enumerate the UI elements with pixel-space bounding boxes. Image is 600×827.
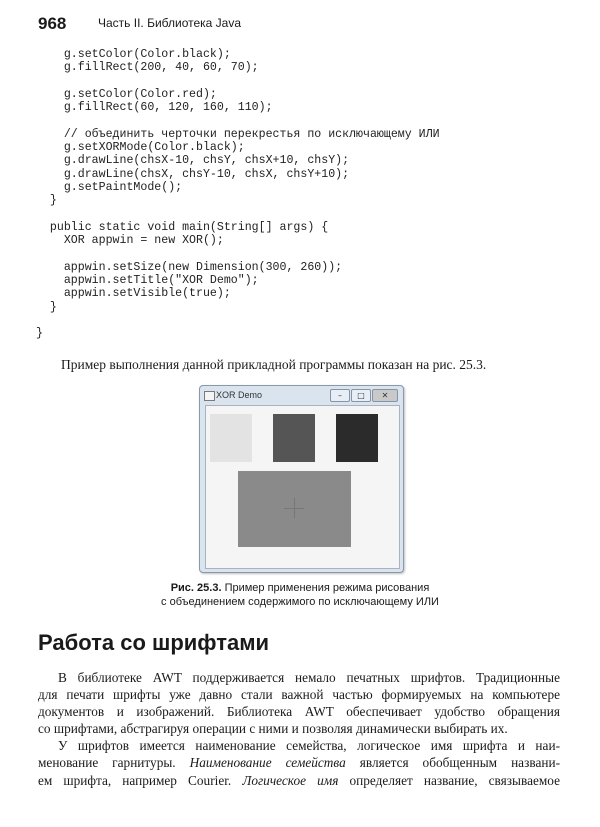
xor-demo-window bbox=[199, 385, 404, 573]
code-line: // объединить черточки перекрестья по исключающему ИЛИ bbox=[36, 127, 440, 141]
window-controls bbox=[330, 389, 398, 402]
dark-gray-rect bbox=[273, 414, 315, 462]
code-line: g.setPaintMode(); bbox=[36, 180, 183, 194]
code-line: } bbox=[36, 327, 43, 341]
section-title: Работа со шрифтами bbox=[38, 630, 270, 655]
caption-line-1 bbox=[100, 581, 500, 595]
crosshair-vertical bbox=[294, 498, 295, 518]
code-line: public static void main(String[] args) { bbox=[36, 220, 329, 234]
body-text bbox=[38, 669, 560, 789]
code-line bbox=[36, 247, 440, 260]
caption-text-1: Пример применения режима рисования bbox=[224, 582, 430, 594]
code-line: XOR appwin = new XOR(); bbox=[36, 234, 224, 248]
code-line: g.fillRect(200, 40, 60, 70); bbox=[36, 61, 259, 75]
code-line: } bbox=[36, 300, 57, 314]
intro-text: Пример выполнения данной прикладной программы показан на рис. 25.3. bbox=[61, 357, 487, 372]
code-line bbox=[36, 114, 440, 127]
text-run: менование гарнитуры. bbox=[38, 755, 176, 771]
minimize-button[interactable]: – bbox=[330, 389, 350, 402]
text-run: определяет название, связываемое bbox=[349, 772, 560, 788]
app-icon bbox=[204, 391, 215, 401]
code-listing bbox=[36, 48, 440, 341]
running-head: Часть II. Библиотека Java bbox=[98, 16, 242, 30]
code-line: g.setColor(Color.red); bbox=[36, 87, 217, 101]
code-line: g.drawLine(chsX, chsY-10, chsX, chsY+10); bbox=[36, 167, 350, 181]
code-line bbox=[36, 314, 440, 327]
paragraph-line: В библиотеке AWT поддерживается немало печатных шрифтов. Традиционные bbox=[58, 670, 560, 685]
term-italic: Наименование семейства bbox=[189, 755, 346, 771]
code-line: appwin.setSize(new Dimension(300, 260)); bbox=[36, 260, 343, 274]
caption-label: Рис. 25.3. bbox=[170, 582, 222, 594]
maximize-button[interactable]: □ bbox=[351, 389, 371, 402]
black-rect bbox=[336, 414, 378, 462]
code-line bbox=[36, 75, 440, 88]
code-line: g.setXORMode(Color.black); bbox=[36, 141, 245, 155]
term-italic: Логическое имя bbox=[242, 772, 339, 788]
light-gray-rect bbox=[210, 414, 252, 462]
paragraph-line: со шрифтами, абстрагируя операции с ними и позволяя динамически выбирать их. bbox=[38, 721, 508, 737]
code-line: appwin.setVisible(true); bbox=[36, 287, 231, 301]
page-header bbox=[38, 14, 242, 34]
text-run: ем шрифта, например Courier. bbox=[38, 772, 232, 788]
code-line bbox=[36, 208, 440, 221]
paragraph-line: для печати шрифты уже давно стали важной частью формируемых на компьютере bbox=[38, 687, 560, 703]
code-line: g.fillRect(60, 120, 160, 110); bbox=[36, 101, 273, 115]
code-line: g.setColor(Color.black); bbox=[36, 48, 231, 61]
page-number: 968 bbox=[38, 14, 67, 33]
paragraph-line bbox=[38, 754, 560, 771]
text-run: является обобщенным названи- bbox=[359, 755, 561, 771]
paragraph-line: документов и изображений. Библиотека AWT обеспечивает удобство обращения bbox=[38, 704, 560, 720]
close-button[interactable]: ✕ bbox=[372, 389, 398, 402]
window-title: XOR Demo bbox=[216, 390, 263, 400]
paragraph-line bbox=[38, 772, 560, 789]
caption-line-2: с объединением содержимого по исключающему ИЛИ bbox=[161, 596, 439, 608]
code-line: appwin.setTitle("XOR Demo"); bbox=[36, 274, 259, 288]
red-rect bbox=[238, 471, 351, 547]
code-line: } bbox=[36, 194, 57, 208]
paragraph-line: У шрифтов имеется наименование семейства, логическое имя шрифта и наи- bbox=[58, 738, 560, 754]
code-line: g.drawLine(chsX-10, chsY, chsX+10, chsY); bbox=[36, 154, 350, 168]
canvas-area bbox=[205, 405, 400, 569]
figure-caption bbox=[100, 581, 500, 609]
